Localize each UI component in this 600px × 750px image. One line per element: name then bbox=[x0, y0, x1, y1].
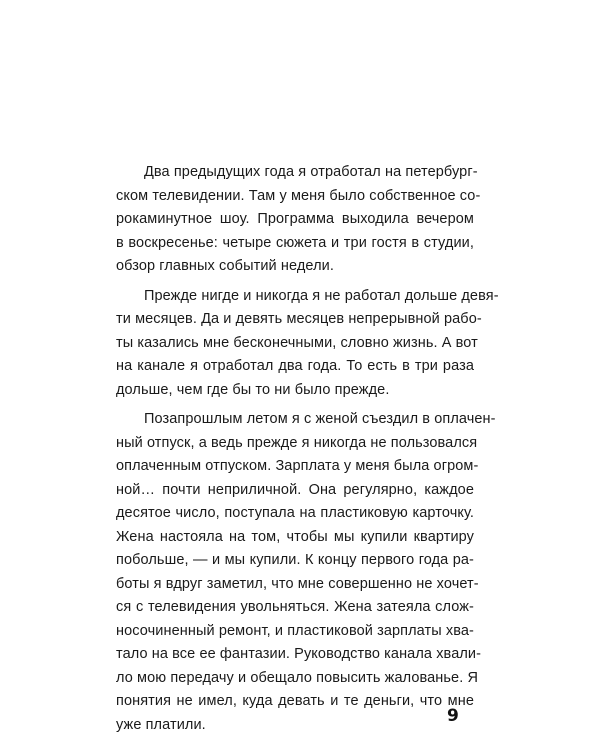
text-line: боты я вдруг заметил, что мне совершенно не хочет- bbox=[116, 575, 479, 592]
body-text bbox=[116, 161, 499, 737]
page-number: 9 bbox=[447, 706, 459, 726]
text-line: тало на все ее фантазии. Руководство канала хвали- bbox=[116, 646, 482, 662]
text-line: Прежде нигде и никогда я не работал дольше девя- bbox=[144, 287, 499, 304]
text-line: уже платили. bbox=[116, 716, 206, 733]
text-line: дольше, чем где бы то ни было прежде. bbox=[116, 381, 390, 398]
text-line: десятое число, поступала на пластиковую карточку. bbox=[116, 505, 474, 521]
text-line: рокаминутное шоу. Программа выходила вечером bbox=[116, 211, 474, 227]
paragraph bbox=[116, 408, 496, 737]
text-line: ной… почти неприличной. Она регулярно, каждое bbox=[116, 481, 474, 498]
paragraph bbox=[116, 285, 499, 403]
text-line: обзор главных событий недели. bbox=[116, 258, 334, 274]
text-line: оплаченным отпуском. Зарплата у меня была огром- bbox=[116, 458, 479, 474]
text-line: ты казались мне бесконечными, словно жизнь. А вот bbox=[116, 334, 478, 351]
text-line: на канале я отработал два года. То есть в три раза bbox=[116, 358, 474, 374]
text-line: понятия не имел, куда девать и те деньги, что мне bbox=[116, 693, 474, 709]
text-line: в воскресенье: четыре сюжета и три гостя в студии, bbox=[116, 234, 474, 251]
text-line: ло мою передачу и обещало повысить жалованье. Я bbox=[116, 669, 479, 686]
text-line: ском телевидении. Там у меня было собственное со- bbox=[116, 187, 481, 204]
text-line: Жена настояла на том, чтобы мы купили квартиру bbox=[116, 528, 474, 545]
text-line: носочиненный ремонт, и пластиковой зарплаты хва- bbox=[116, 622, 474, 639]
text-line: ти месяцев. Да и девять месяцев непрерывной рабо- bbox=[116, 311, 482, 327]
text-line: Позапрошлым летом я с женой съездил в оплачен- bbox=[144, 411, 496, 427]
text-line: побольше, — и мы купили. К концу первого года ра- bbox=[116, 552, 474, 568]
paragraph bbox=[116, 161, 481, 279]
text-line: ный отпуск, а ведь прежде я никогда не пользовался bbox=[116, 434, 478, 451]
text-line: Два предыдущих года я отработал на петербург- bbox=[144, 164, 478, 180]
text-line: ся с телевидения увольняться. Жена затеяла слож- bbox=[116, 599, 474, 615]
